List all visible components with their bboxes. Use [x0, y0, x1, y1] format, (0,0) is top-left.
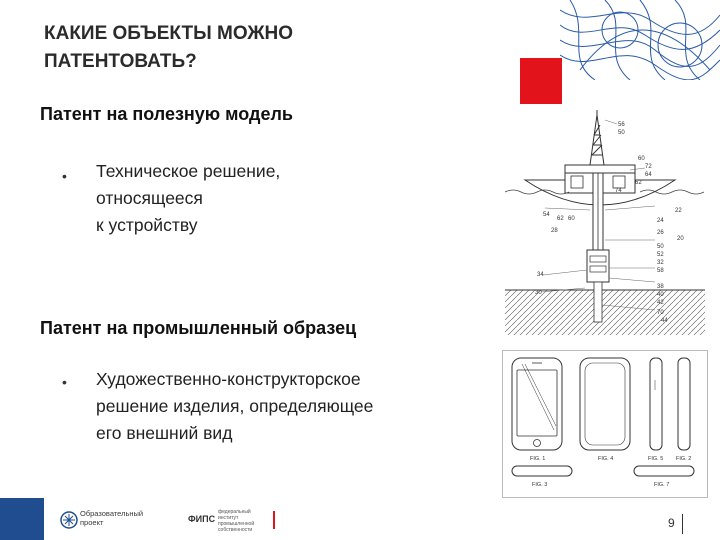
- fig-label: 50: [618, 130, 625, 136]
- footer-accent-bar: [0, 498, 44, 540]
- footer-red-divider: [273, 511, 275, 529]
- fig-caption: FIG. 4: [598, 456, 614, 462]
- slide-title: [44, 20, 444, 76]
- fig-label: 30: [535, 290, 542, 296]
- bullet-line: решение изделия, определяющее: [96, 396, 374, 416]
- fig-caption: FIG. 2: [676, 456, 692, 462]
- fig-label: 60: [638, 156, 645, 162]
- accent-square: [520, 58, 562, 104]
- page-number-divider: [682, 514, 683, 534]
- fig-caption: FIG. 3: [532, 482, 548, 488]
- design-drawing-phone: [502, 350, 708, 498]
- bullet-line: к устройству: [96, 215, 198, 235]
- fig-label: 28: [551, 228, 558, 234]
- heading-industrial-design: Патент на промышленный образец: [40, 318, 357, 338]
- logo1-line: Образовательный: [80, 509, 144, 518]
- fig-label: 20: [677, 236, 684, 242]
- logo1-caption: [80, 509, 143, 527]
- logo1-line: проект: [80, 518, 104, 527]
- fips-line: институт: [218, 515, 239, 521]
- decorative-pattern: [560, 0, 720, 80]
- fig-label: 40: [657, 292, 664, 298]
- fig-label: 32: [657, 260, 664, 266]
- fig-label: 50: [657, 244, 664, 250]
- title-line-2: ПАТЕНТОВАТЬ?: [44, 51, 197, 72]
- fig-label: 22: [675, 208, 682, 214]
- fig-caption: FIG. 7: [654, 482, 670, 488]
- fips-line: промышленной: [218, 521, 255, 527]
- bullet-text-utility-model: [96, 158, 280, 239]
- fig-label: 64: [645, 172, 652, 178]
- page-number: 9: [668, 516, 675, 530]
- fig-label: 24: [657, 218, 664, 224]
- fig-caption: FIG. 1: [530, 456, 546, 462]
- fig-caption: FIG. 5: [648, 456, 664, 462]
- bullet-line: относящееся: [96, 188, 203, 208]
- fig-label: 38: [657, 284, 664, 290]
- fig-label: 34: [537, 272, 544, 278]
- fig-label: 70: [657, 310, 664, 316]
- title-line-1: КАКИЕ ОБЪЕКТЫ МОЖНО: [44, 23, 294, 44]
- fips-logo-mark: ФИПС: [188, 514, 216, 524]
- fig-label: 54: [543, 212, 550, 218]
- fig-label: 60: [568, 216, 575, 222]
- bullet-marker: •: [62, 374, 67, 390]
- fig-label: 74: [615, 188, 622, 194]
- bullet-text-industrial-design: [96, 366, 373, 447]
- bullet-line: Техническое решение,: [96, 161, 281, 181]
- fig-label: 62: [557, 216, 564, 222]
- fig-label: 26: [657, 230, 664, 236]
- fig-label: 62: [635, 180, 642, 186]
- fips-line: федеральный: [218, 509, 251, 515]
- patent-drawing-device: [505, 110, 705, 345]
- bullet-marker: •: [62, 168, 67, 184]
- fig-label: 56: [618, 122, 625, 128]
- fig-label: 72: [645, 164, 652, 170]
- bullet-line: Художественно-конструкторское: [96, 369, 361, 389]
- fips-logo-caption: [218, 509, 254, 533]
- bullet-line: его внешний вид: [96, 423, 233, 443]
- fig-label: 42: [657, 300, 664, 306]
- fig-label: 44: [661, 318, 668, 324]
- heading-utility-model: Патент на полезную модель: [40, 104, 293, 124]
- fig-label: 52: [657, 252, 664, 258]
- fips-line: собственности: [218, 527, 253, 533]
- fig-label: 58: [657, 268, 664, 274]
- fips-logo: [188, 509, 255, 533]
